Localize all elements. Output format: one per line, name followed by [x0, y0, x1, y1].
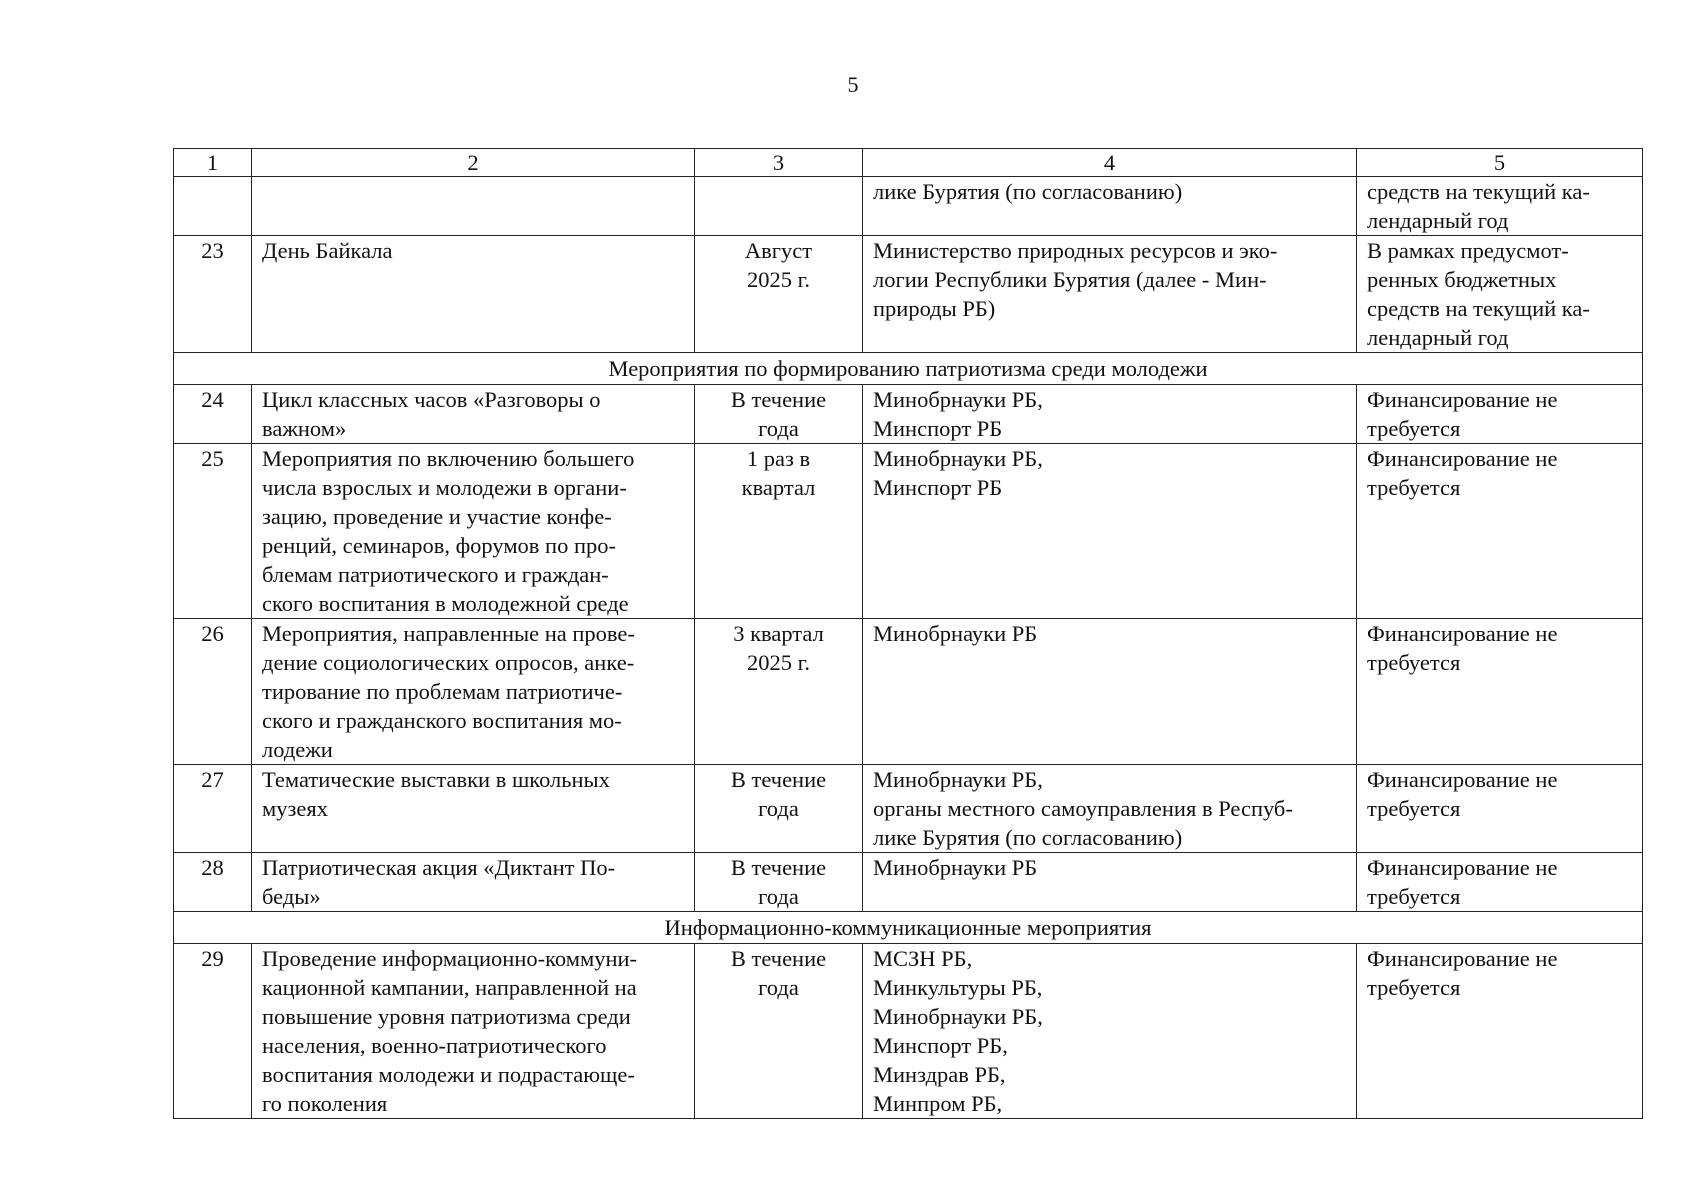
cell-line: требуется [1367, 475, 1461, 500]
cell-line: лике Бурятия (по согласованию) [873, 179, 1183, 204]
cell-executors [863, 619, 1357, 765]
cell-executors [863, 236, 1357, 353]
cell-line: Минобрнауки РБ, [873, 1004, 1043, 1029]
cell-line: Минспорт РБ [873, 416, 1003, 441]
cell-line: Мероприятия по включению большего [262, 446, 635, 471]
cell-line: В течение [730, 855, 827, 880]
cell-line: В рамках предусмот- [1367, 238, 1569, 263]
cell-line: требуется [1367, 796, 1461, 821]
cell-line: Минспорт РБ [873, 475, 1003, 500]
section-title: Информационно-коммуникационные мероприятия [174, 912, 1643, 944]
section-header-row [174, 353, 1643, 385]
cell-line: средств на текущий ка- [1367, 296, 1590, 321]
cell-line: кационной кампании, направленной на [262, 975, 637, 1000]
cell-line: Минобрнауки РБ [873, 621, 1038, 646]
cell-executors [863, 444, 1357, 619]
cell-line: органы местного самоуправления в Респуб- [873, 796, 1293, 821]
cell-line: В течение [730, 387, 827, 412]
table-row [174, 236, 1643, 353]
cell-line: Минобрнауки РБ, [873, 767, 1043, 792]
cell-line: Тематические выставки в школьных [262, 767, 610, 792]
cell-num: 25 [174, 444, 252, 619]
cell-executors [863, 385, 1357, 444]
cell-line: лике Бурятия (по согласованию) [873, 825, 1183, 850]
cell-line: беды» [262, 884, 321, 909]
cell-line: Министерство природных ресурсов и эко- [873, 238, 1278, 263]
cell-line: требуется [1367, 975, 1461, 1000]
table-row [174, 765, 1643, 853]
cell-line: 3 квартал [733, 621, 824, 646]
cell-line: года [758, 416, 799, 441]
cell-line: требуется [1367, 884, 1461, 909]
cell-line: средств на текущий ка- [1367, 179, 1590, 204]
cell-term [695, 236, 863, 353]
cell-executors [863, 177, 1357, 236]
cell-num: 29 [174, 944, 252, 1119]
cell-funding [1357, 236, 1643, 353]
table-row [174, 444, 1643, 619]
cell-funding [1357, 853, 1643, 912]
cell-line: важном» [262, 416, 347, 441]
cell-line: Минпром РБ, [873, 1091, 1003, 1116]
cell-line: 1 раз в [746, 446, 811, 471]
cell-line: Финансирование не [1367, 855, 1558, 880]
cell-line: Патриотическая акция «Диктант По- [262, 855, 616, 880]
cell-line: Минкультуры РБ, [873, 975, 1043, 1000]
table-row [174, 853, 1643, 912]
cell-line: В течение [730, 767, 827, 792]
cell-event [252, 385, 695, 444]
cell-term [695, 619, 863, 765]
cell-line: Минспорт РБ, [873, 1033, 1008, 1058]
cell-line: 2025 г. [747, 267, 810, 292]
cell-event [252, 177, 695, 236]
cell-line: Финансирование не [1367, 767, 1558, 792]
cell-line: Минздрав РБ, [873, 1062, 1006, 1087]
cell-num: 23 [174, 236, 252, 353]
header-col-2: 2 [252, 149, 695, 177]
cell-term [695, 385, 863, 444]
cell-line: Финансирование не [1367, 621, 1558, 646]
cell-funding [1357, 385, 1643, 444]
cell-funding [1357, 444, 1643, 619]
cell-funding [1357, 177, 1643, 236]
section-title: Мероприятия по формированию патриотизма среди молодежи [174, 353, 1643, 385]
cell-line: го поколения [262, 1091, 388, 1116]
cell-executors [863, 765, 1357, 853]
cell-line: зацию, проведение и участие конфе- [262, 504, 612, 529]
cell-line: МСЗН РБ, [873, 946, 973, 971]
cell-line: ского воспитания в молодежной среде [262, 591, 629, 616]
cell-event [252, 944, 695, 1119]
header-col-5: 5 [1357, 149, 1643, 177]
cell-line: дение социологических опросов, анке- [262, 650, 635, 675]
table-row [174, 944, 1643, 1119]
table-row [174, 385, 1643, 444]
cell-event [252, 619, 695, 765]
cell-funding [1357, 619, 1643, 765]
cell-num: 24 [174, 385, 252, 444]
cell-num: 27 [174, 765, 252, 853]
table-row-continuation [174, 177, 1643, 236]
cell-line: Минобрнауки РБ, [873, 387, 1043, 412]
cell-line: Финансирование не [1367, 446, 1558, 471]
cell-line: Проведение информационно-коммуни- [262, 946, 638, 971]
cell-line: года [758, 975, 799, 1000]
cell-event [252, 765, 695, 853]
cell-line: Финансирование не [1367, 387, 1558, 412]
cell-executors [863, 853, 1357, 912]
cell-line: числа взрослых и молодежи в органи- [262, 475, 627, 500]
cell-line: Цикл классных часов «Разговоры о [262, 387, 601, 412]
cell-term [695, 177, 863, 236]
cell-line: лендарный год [1367, 325, 1509, 350]
cell-term [695, 444, 863, 619]
table-row [174, 619, 1643, 765]
table-header-row [174, 149, 1643, 177]
cell-term [695, 765, 863, 853]
cell-line: населения, военно-патриотического [262, 1033, 607, 1058]
header-col-4: 4 [863, 149, 1357, 177]
cell-line: Минобрнауки РБ, [873, 446, 1043, 471]
cell-term [695, 944, 863, 1119]
cell-line: природы РБ) [873, 296, 996, 321]
cell-line: повышение уровня патриотизма среди [262, 1004, 631, 1029]
cell-event [252, 236, 695, 353]
cell-line: года [758, 884, 799, 909]
cell-term [695, 853, 863, 912]
cell-event [252, 444, 695, 619]
cell-line: ренных бюджетных [1367, 267, 1557, 292]
cell-line: ского и гражданского воспитания мо- [262, 708, 622, 733]
cell-executors [863, 944, 1357, 1119]
events-plan-table [173, 148, 1643, 1119]
header-col-1: 1 [174, 149, 252, 177]
cell-line: Август [744, 238, 813, 263]
header-col-3: 3 [695, 149, 863, 177]
cell-funding [1357, 765, 1643, 853]
cell-line: ренций, семинаров, форумов по про- [262, 533, 617, 558]
cell-line: Финансирование не [1367, 946, 1558, 971]
cell-line: квартал [741, 475, 816, 500]
cell-line: блемам патриотического и граждан- [262, 562, 609, 587]
cell-line: логии Республики Бурятия (далее - Мин- [873, 267, 1267, 292]
cell-num [174, 177, 252, 236]
cell-line: В течение [730, 946, 827, 971]
cell-line: День Байкала [262, 238, 393, 263]
cell-line: тирование по проблемам патриотиче- [262, 679, 623, 704]
cell-line: Мероприятия, направленные на прове- [262, 621, 635, 646]
cell-funding [1357, 944, 1643, 1119]
cell-line: Минобрнауки РБ [873, 855, 1038, 880]
cell-num: 28 [174, 853, 252, 912]
cell-line: требуется [1367, 650, 1461, 675]
cell-line: лодежи [262, 737, 333, 762]
cell-line: воспитания молодежи и подрастающе- [262, 1062, 635, 1087]
cell-line: требуется [1367, 416, 1461, 441]
section-header-row [174, 912, 1643, 944]
cell-line: 2025 г. [747, 650, 810, 675]
cell-line: музеях [262, 796, 328, 821]
page-number: 5 [847, 72, 859, 97]
cell-line: лендарный год [1367, 208, 1509, 233]
cell-line: года [758, 796, 799, 821]
cell-event [252, 853, 695, 912]
cell-num: 26 [174, 619, 252, 765]
